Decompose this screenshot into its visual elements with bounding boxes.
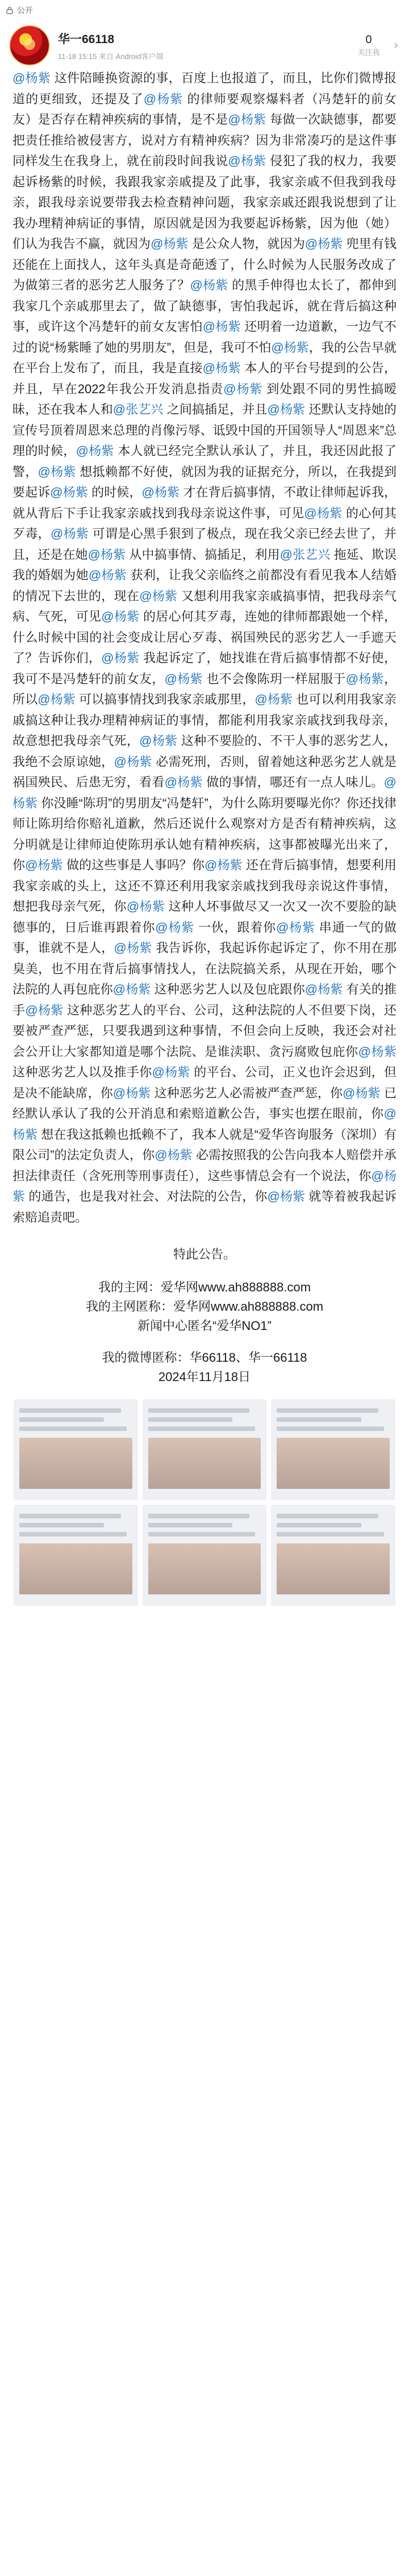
follow-label: 关注我 [357, 48, 380, 57]
post-image[interactable] [271, 1399, 395, 1500]
mention-link[interactable]: @杨紫 [88, 568, 127, 582]
mention-link[interactable]: @杨紫 [164, 671, 203, 686]
post-text: 拖延、欺误我的婚姻为她 [12, 547, 397, 582]
mention-link[interactable]: @杨紫 [37, 464, 76, 479]
mention-link[interactable]: @杨紫 [50, 485, 88, 499]
post-text: ，我的公告早就在平台上发布了，而且，我是直接 [12, 340, 397, 375]
mention-link[interactable]: @杨紫 [345, 671, 384, 686]
mention-link[interactable]: @杨紫 [114, 941, 152, 955]
mention-link[interactable]: @杨紫 [37, 692, 76, 706]
post-text: 做的这些事是人事吗？你 [62, 858, 205, 872]
post-text: 还在背后搞事情，想要利用我家亲戚的头上，这还不算还利用我家亲戚找到我母亲说这件事情，想把我母亲气死，你 [12, 858, 397, 914]
post-text: ，所以 [12, 671, 397, 706]
post-text: 必需死刑，否则，留着她这种恶劣艺人就是祸国殃民、后患无穷，看看 [12, 754, 397, 789]
mention-link[interactable]: @杨紫 [190, 278, 228, 292]
mention-link[interactable]: @张艺兴 [279, 547, 331, 562]
mention-link[interactable]: @杨紫 [276, 920, 315, 935]
post-image[interactable] [14, 1399, 138, 1500]
post-text: 兜里有钱还能在上面找人，这年头真是奇葩透了，什么时候为人民服务改成了为做第三者的恶劣艺人服务了？ [12, 237, 397, 292]
mention-link[interactable]: @杨紫 [267, 1189, 306, 1203]
visibility-label: 公开 [17, 6, 33, 15]
signature-date: 2024年11月18日 [158, 1370, 251, 1384]
mention-link[interactable]: @杨紫 [12, 71, 51, 85]
post-text: 你没睡“陈玥”的男朋友“冯楚轩”，为什么陈玥要曝光你？你还找律师让陈玥给你赔礼道歉，然后还说什么观察对方是否有精神疾病，这分明就是让律师迫使陈玥承认她有精神疾病，这事都被曝光出来了，你 [12, 795, 397, 872]
post-text: 串通一气的做事，谁就不是人， [12, 920, 397, 955]
mention-link[interactable]: @杨紫 [101, 651, 140, 665]
post-text: 一伙，跟着你 [194, 920, 276, 935]
post-text: 可以搞事情找到我家亲戚那里， [75, 692, 255, 706]
post-text: 想抵赖都不好使，就因为我的证据充分，所以，在我提到要起诉 [12, 464, 397, 499]
mention-link[interactable]: @杨紫 [343, 1085, 381, 1100]
mention-link[interactable]: @杨紫 [12, 1106, 397, 1142]
mention-link[interactable]: @杨紫 [143, 91, 183, 106]
visibility-bar [0, 0, 409, 20]
mention-link[interactable]: @杨紫 [139, 588, 178, 603]
post-text: 之间搞插足，并且 [163, 402, 268, 416]
post-header [0, 20, 409, 68]
post-text: 这种人坏事做尽又一次又一次不要脸的缺德事的，日后谁再跟着你 [12, 899, 397, 935]
mention-link[interactable]: @杨紫 [155, 1148, 193, 1162]
mention-link[interactable]: @杨紫 [139, 734, 178, 748]
user-info [58, 30, 349, 61]
post-text: 这种恶劣艺人以及包庇跟你 [151, 982, 305, 996]
mention-link[interactable]: @张艺兴 [112, 402, 164, 416]
mention-link[interactable]: @杨紫 [151, 237, 189, 251]
post-text: 就等着被我起诉索赔追责吧。 [12, 1189, 397, 1224]
contact-line: 我的主网匿称：爱华网www.ah888888.com [85, 1299, 324, 1314]
mention-link[interactable]: @杨紫 [25, 858, 63, 872]
mention-link[interactable]: @杨紫 [358, 1044, 397, 1059]
post-image[interactable] [143, 1505, 267, 1606]
mention-link[interactable]: @杨紫 [101, 609, 140, 624]
mention-link[interactable]: @杨紫 [304, 982, 343, 996]
post-text: 这种恶劣艺人的平台、公司，这种法院的人不但要下岗，还要被严查严惩，只要我遇到这种事情，不但会向上反映，我还会对社会公开让大家都知道是哪个法院、是谁渎职、贪污腐败包庇你 [12, 1003, 397, 1059]
post-text: 的黑手伸得也太长了，都伸到我家几个亲戚那里去了，做了缺德事，害怕我起诉，就在背后搞这种事，或许这个冯楚轩的前女友害怕 [12, 278, 397, 334]
mention-link[interactable]: @杨紫 [202, 319, 241, 334]
chevron-right-icon[interactable] [392, 41, 400, 49]
post-text: 也不会像陈玥一样屈服于 [202, 671, 346, 686]
follow-stats[interactable] [349, 33, 389, 57]
mention-link[interactable]: @杨紫 [114, 754, 152, 769]
post-text: 可谓是心黑手狠到了极点，现在我父亲已经去世了，并且，还是在她 [12, 527, 397, 562]
contact-lines [0, 1278, 409, 1336]
post-text: 又想利用我家亲戚搞事情，把我母亲气病、气死，可见 [12, 588, 397, 624]
post-text: 我起诉定了，她找谁在背后搞事情都不好使，我可不是冯楚轩的前女友， [12, 651, 397, 686]
mention-link[interactable]: @杨紫 [50, 527, 89, 541]
post-text: 本人的平台号提到的公告，并且，早在2022年我公开发消息指责 [12, 361, 397, 396]
mention-link[interactable]: @杨紫 [254, 692, 293, 706]
mention-link[interactable]: @杨紫 [155, 920, 195, 935]
mention-link[interactable]: @杨紫 [112, 1085, 151, 1100]
mention-link[interactable]: @杨紫 [141, 485, 180, 499]
post-text: 做的事情，哪还有一点人味儿。 [202, 775, 384, 789]
special-notice: 特此公告。 [173, 1247, 236, 1261]
follow-count: 0 [365, 33, 372, 46]
post-image[interactable] [14, 1505, 138, 1606]
mention-link[interactable]: @杨紫 [202, 361, 241, 375]
image-grid [0, 1387, 409, 1606]
signature-lines [0, 1348, 409, 1387]
post-text: 这件陪睡换资源的事，百度上也报道了，而且，比你们微博报道的更细致，还提及了 [12, 71, 397, 106]
lock-icon [6, 6, 14, 14]
mention-link[interactable]: @杨紫 [271, 340, 309, 355]
post-text: 到处跟不同的男性搞暧昧，还在我本人和 [12, 381, 397, 416]
post-text: 这种恶劣艺人以及推手你 [12, 1044, 400, 1079]
mention-link[interactable]: @杨紫 [12, 775, 397, 810]
post-text: 必需按照我的公告向我本人赔偿并承担法律责任（含死刑等刑事责任），这些事情总会有一个说法，你 [12, 1148, 397, 1183]
mention-link[interactable]: @杨紫 [228, 112, 266, 127]
mention-link[interactable]: @杨紫 [164, 775, 203, 789]
post-text: 的通告，也是我对社会、对法院的公告，你 [25, 1189, 268, 1203]
post-text: 是公众人物，就因为 [188, 237, 305, 251]
post-text: 有关的推手 [12, 982, 397, 1017]
mention-link[interactable]: @杨紫 [228, 154, 266, 168]
post-text: 也可以利用我家亲戚搞这种让我办理精神病证的事情，都能利用我家亲戚找到我母亲，故意想把我母亲气死， [12, 692, 397, 748]
mention-link[interactable]: @杨紫 [126, 899, 165, 914]
mention-link[interactable]: @杨紫 [267, 402, 306, 416]
user-name[interactable]: 华一66118 [58, 32, 115, 46]
post-text: 的居心何其歹毒，连她的律师都跟她一个样，什么时候中国的社会变成让居心歹毒、祸国殃民的恶劣艺人一手遮天了？告诉你们， [12, 609, 397, 665]
post-meta: 11-18 15:15 来自 Android客户端 [58, 52, 164, 61]
post-image[interactable] [143, 1399, 267, 1500]
contact-line: 我的主网：爱华网www.ah888888.com [98, 1280, 311, 1294]
signature-line: 我的微博匿称：华66118、华一66118 [102, 1350, 307, 1365]
post-text: 还明着一边道歉，一边气不过的说“杨紫睡了她的男朋友”，但是，我可不怕 [12, 319, 397, 355]
post-text: 的平台、公司，正义也许会迟到，但是决不能缺席，你 [12, 1065, 397, 1100]
mention-link[interactable]: @杨紫 [223, 381, 263, 396]
mention-link[interactable]: @杨紫 [112, 982, 151, 996]
mention-link[interactable]: @杨紫 [304, 237, 343, 251]
post-text: 已经默认承认了我的公开消息和索赔道歉公告，事实也摆在眼前，你 [12, 1085, 397, 1121]
mention-link[interactable]: @杨紫 [12, 1168, 397, 1203]
post-body [0, 68, 409, 1228]
mention-link[interactable]: @杨紫 [87, 547, 126, 562]
post-text: 本人就已经完全默认承认了，并且，我还因此报了警， [12, 444, 397, 479]
mention-link[interactable]: @杨紫 [76, 444, 114, 458]
post-text: 这种恶劣艺人必需被严查严惩，你 [151, 1085, 343, 1100]
mention-link[interactable]: @杨紫 [152, 1065, 190, 1079]
post-text: 这种不要脸的、不干人事的恶劣艺人，我绝不会原谅她， [12, 734, 397, 769]
post-image[interactable] [271, 1505, 395, 1606]
post-text: 才在背后搞事情，不敢让律师起诉我，就从背后下手让我家亲戚找到我母亲说这件事，可见 [12, 485, 397, 520]
post-text: 从中搞事情、搞插足，利用 [126, 547, 280, 562]
post-text: 获利，让我父亲临终之前都没有看见我本人结婚的情况下去世的，现在 [12, 568, 397, 603]
post-text: 的心何其歹毒， [12, 506, 397, 541]
mention-link[interactable]: @杨紫 [304, 506, 343, 520]
post-text: 我告诉你，我起诉你起诉定了，你不用在那臭美，也不用在背后搞事情找人，在法院搞关系，从现在开始，哪个法院的人再包庇你 [12, 941, 397, 996]
post-text: 的律师要观察爆料者（冯楚轩的前女友）是否存在精神疾病的事情，是不是 [12, 91, 397, 127]
mention-link[interactable]: @杨紫 [204, 858, 243, 872]
post-text: 每做一次缺德事，都要把责任推给被侵害方，说对方有精神疾病？因为非常凑巧的是这件事同样发生在我身上，就在前段时间我说 [12, 112, 397, 168]
avatar[interactable] [9, 25, 50, 66]
mention-link[interactable]: @杨紫 [25, 1003, 64, 1017]
post-text: 想在我这抵赖也抵赖不了，我本人就是“爱华咨询服务（深圳）有限公司”的法定负责人，你 [12, 1127, 397, 1162]
post-text: 还默认支持她的宣传号顶着周恩来总理的肖像污辱、诋毁中国的开国领导人“周恩来”总理的时候， [12, 402, 397, 458]
contact-line: 新闻中心匿名“爱华NO1” [137, 1319, 272, 1333]
post-text: 的时候， [87, 485, 142, 499]
post-text: 侵犯了我的权力，我要起诉杨紫的时候，我跟我家亲戚提及了此事，我家亲戚不但我到我母亲，跟我母亲说要带我去检查精神问题，我家亲戚还跟我说想到了让我办理精神病证的事情，原因就是因为我要起诉杨紫，因为他（她）们认为我告不赢，就因为 [12, 154, 397, 251]
